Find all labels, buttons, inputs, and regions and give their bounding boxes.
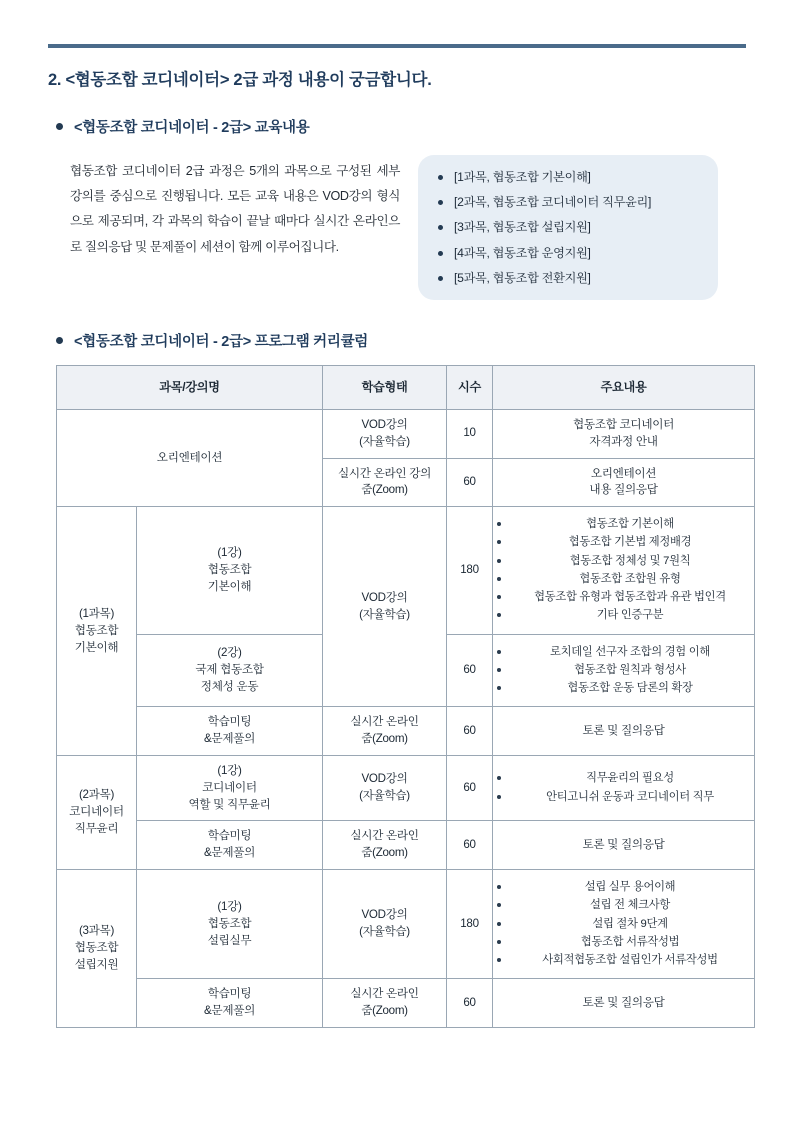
block1-heading-label: <협동조합 코디네이터 - 2급> 교육내용	[74, 120, 310, 136]
column-header-subject: 과목/강의명	[57, 366, 323, 410]
content-list	[497, 645, 750, 697]
cell-hours: 180	[447, 507, 493, 635]
list-item: 사회적협동조합 설립인가 서류작성법	[497, 953, 750, 968]
cell-form: VOD강의 (자율학습)	[323, 756, 447, 821]
cell-group: (1과목) 협동조합 기본이해	[57, 507, 137, 756]
list-item: 협동조합 유형과 협동조합과 유관 법인격	[497, 590, 750, 605]
list-item: 설립 절차 9단계	[497, 917, 750, 932]
column-header-form: 학습형태	[323, 366, 447, 410]
list-item: [4과목, 협동조합 운영지원]	[438, 247, 700, 259]
table-header-row	[57, 366, 755, 410]
cell-lecture: 학습미팅 &문제풀의	[137, 979, 323, 1028]
cell-form: 실시간 온라인 줌(Zoom)	[323, 821, 447, 870]
subjects-callout	[418, 155, 718, 300]
list-item: 협동조합 원칙과 형성사	[497, 663, 750, 678]
cell-content	[493, 756, 755, 821]
cell-content: 협동조합 코디네이터 자격과정 안내	[493, 410, 755, 459]
content-list	[497, 771, 750, 805]
list-item: 직무윤리의 필요성	[497, 771, 750, 786]
table-row	[57, 410, 755, 459]
cell-hours: 60	[447, 634, 493, 707]
subjects-list	[438, 171, 700, 284]
page-title: 2. <협동조합 코디네이터> 2급 과정 내용이 궁금합니다.	[48, 71, 432, 89]
cell-form: 실시간 온라인 줌(Zoom)	[323, 979, 447, 1028]
table-row	[57, 756, 755, 821]
cell-hours: 60	[447, 821, 493, 870]
block1-heading	[56, 116, 746, 137]
intro-paragraph: 협동조합 코디네이터 2급 과정은 5개의 과목으로 구성된 세부 강의를 중심으로 진행됩니다. 모든 교육 내용은 VOD강의 형식으로 제공되며, 각 과목의 학습이 끝날 때마다 실시간 온라인으로 질의응답 및 문제풀이 세션이 함께 이루어집니다.	[70, 164, 400, 254]
cell-content	[493, 634, 755, 707]
list-item: 기타 인증구분	[497, 608, 750, 623]
cell-lecture: (1강) 협동조합 설립실무	[137, 870, 323, 979]
cell-hours: 60	[447, 756, 493, 821]
cell-group: (2과목) 코디네이터 직무윤리	[57, 756, 137, 870]
list-item: 설립 전 체크사항	[497, 898, 750, 913]
list-item: [2과목, 협동조합 코디네이터 직무윤리]	[438, 196, 700, 208]
content-list	[497, 880, 750, 968]
cell-content: 오리엔테이션 내용 질의응답	[493, 458, 755, 507]
content-list	[497, 517, 750, 624]
cell-content	[493, 870, 755, 979]
list-item: [1과목, 협동조합 기본이해]	[438, 171, 700, 183]
cell-lecture: 학습미팅 &문제풀의	[137, 707, 323, 756]
cell-form: VOD강의 (자율학습)	[323, 410, 447, 459]
list-item: 협동조합 서류작성법	[497, 935, 750, 950]
list-item: 안티고니쉬 운동과 코디네이터 직무	[497, 790, 750, 805]
cell-form: VOD강의 (자율학습)	[323, 507, 447, 707]
cell-content: 토론 및 질의응답	[493, 979, 755, 1028]
list-item: 설립 실무 용어이해	[497, 880, 750, 895]
cell-lecture: (2강) 국제 협동조합 정체성 운동	[137, 634, 323, 707]
cell-hours: 10	[447, 410, 493, 459]
cell-hours: 60	[447, 707, 493, 756]
cell-form: 실시간 온라인 줌(Zoom)	[323, 707, 447, 756]
cell-content: 토론 및 질의응답	[493, 707, 755, 756]
list-item: [5과목, 협동조합 전환지원]	[438, 272, 700, 284]
intro-row	[48, 151, 746, 300]
top-divider	[48, 44, 746, 48]
list-item: [3과목, 협동조합 설립지원]	[438, 221, 700, 233]
table-row	[57, 507, 755, 635]
cell-group: 오리엔테이션	[57, 410, 323, 507]
bullet-dot-icon	[56, 123, 63, 130]
block2-heading-label: <협동조합 코디네이터 - 2급> 프로그램 커리큘럼	[74, 334, 368, 351]
cell-content: 토론 및 질의응답	[493, 821, 755, 870]
cell-lecture: 학습미팅 &문제풀의	[137, 821, 323, 870]
cell-form: VOD강의 (자율학습)	[323, 870, 447, 979]
list-item: 협동조합 조합원 유형	[497, 572, 750, 587]
cell-lecture: (1강) 코디네이터 역할 및 직무윤리	[137, 756, 323, 821]
column-header-hours: 시수	[447, 366, 493, 410]
cell-lecture: (1강) 협동조합 기본이해	[137, 507, 323, 635]
list-item: 로치데일 선구자 조합의 경험 이해	[497, 645, 750, 660]
list-item: 협동조합 정체성 및 7원칙	[497, 554, 750, 569]
table-row	[57, 707, 755, 756]
table-row	[57, 870, 755, 979]
cell-hours: 60	[447, 979, 493, 1028]
cell-hours: 180	[447, 870, 493, 979]
cell-content	[493, 507, 755, 635]
table-row	[57, 979, 755, 1028]
list-item: 협동조합 기본이해	[497, 517, 750, 532]
list-item: 협동조합 운동 담론의 확장	[497, 681, 750, 696]
bullet-dot-icon	[56, 337, 63, 344]
curriculum-table	[56, 365, 755, 1028]
list-item: 협동조합 기본법 제정배경	[497, 535, 750, 550]
column-header-content: 주요내용	[493, 366, 755, 410]
block2-heading	[56, 330, 746, 351]
cell-hours: 60	[447, 458, 493, 507]
table-row	[57, 821, 755, 870]
cell-form: 실시간 온라인 강의 줌(Zoom)	[323, 458, 447, 507]
cell-group: (3과목) 협동조합 설립지원	[57, 870, 137, 1028]
